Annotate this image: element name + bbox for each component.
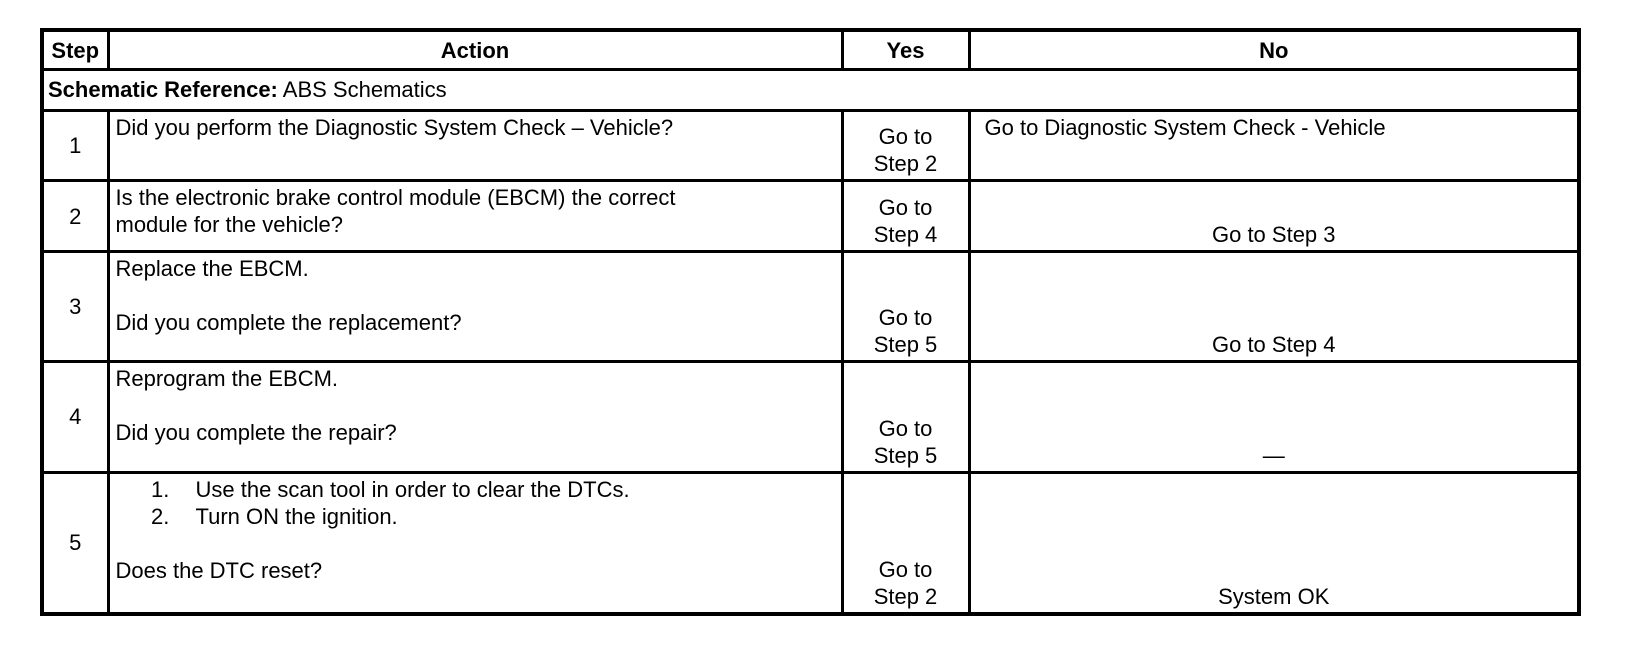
- schematic-label: Schematic Reference:: [48, 77, 278, 103]
- yes-cell: [842, 110, 969, 180]
- yes-line: Go to: [878, 124, 933, 150]
- yes-line: Step 2: [873, 151, 938, 177]
- yes-line: Go to: [878, 557, 933, 582]
- action-cell: [108, 110, 842, 180]
- action-cell: [108, 251, 842, 361]
- yes-line: Step 5: [873, 332, 938, 358]
- procedure-item: 1. Use the scan tool in order to clear the DTCs.: [176, 476, 835, 503]
- yes-line: Go to: [878, 194, 933, 220]
- action-question: Did you complete the repair?: [115, 420, 397, 446]
- no-cell: System OK: [969, 472, 1579, 614]
- yes-line: Go to: [878, 415, 933, 441]
- table-row: [42, 110, 1579, 180]
- action-text: Is the electronic brake control module (EBCM) the correct: [115, 185, 676, 211]
- step-number: 5: [42, 472, 108, 614]
- procedure-list: [116, 476, 835, 530]
- yes-line: Go to: [878, 305, 933, 331]
- yes-cell: [842, 181, 969, 251]
- action-cell: [108, 472, 842, 614]
- procedure-item: 2. Turn ON the ignition.: [176, 503, 835, 530]
- step-number: 3: [42, 251, 108, 361]
- schematic-row: [42, 70, 1579, 111]
- header-step: Step: [42, 30, 108, 70]
- header-action: Action: [108, 30, 842, 70]
- action-cell: [108, 181, 842, 251]
- step-number: 2: [42, 181, 108, 251]
- no-cell: Go to Diagnostic System Check - Vehicle: [969, 110, 1579, 180]
- table-row: [42, 251, 1579, 361]
- yes-line: Step 5: [873, 442, 938, 468]
- schematic-reference: [42, 70, 1579, 111]
- action-cell: [108, 362, 842, 472]
- table-row: [42, 472, 1579, 614]
- table-row: [42, 181, 1579, 251]
- yes-cell: [842, 362, 969, 472]
- action-text: Did you perform the Diagnostic System Check – Vehicle?: [115, 114, 674, 140]
- step-number: 4: [42, 362, 108, 472]
- header-row: [42, 30, 1579, 70]
- action-question: Did you complete the replacement?: [115, 309, 462, 335]
- header-no: No: [969, 30, 1579, 70]
- yes-cell: [842, 251, 969, 361]
- diagnostic-table: [40, 28, 1581, 616]
- action-text: Reprogram the EBCM.: [115, 366, 339, 392]
- yes-line: Step 4: [873, 221, 938, 247]
- yes-line: Step 2: [873, 584, 938, 609]
- step-number: 1: [42, 110, 108, 180]
- header-yes: Yes: [842, 30, 969, 70]
- action-question: Does the DTC reset?: [115, 557, 323, 583]
- action-text: module for the vehicle?: [115, 212, 343, 238]
- yes-cell: [842, 472, 969, 614]
- schematic-value: ABS Schematics: [277, 77, 447, 103]
- no-cell: Go to Step 3: [969, 181, 1579, 251]
- action-text: Replace the EBCM.: [115, 255, 309, 281]
- no-cell: Go to Step 4: [969, 251, 1579, 361]
- table-row: [42, 362, 1579, 472]
- no-cell: —: [969, 362, 1579, 472]
